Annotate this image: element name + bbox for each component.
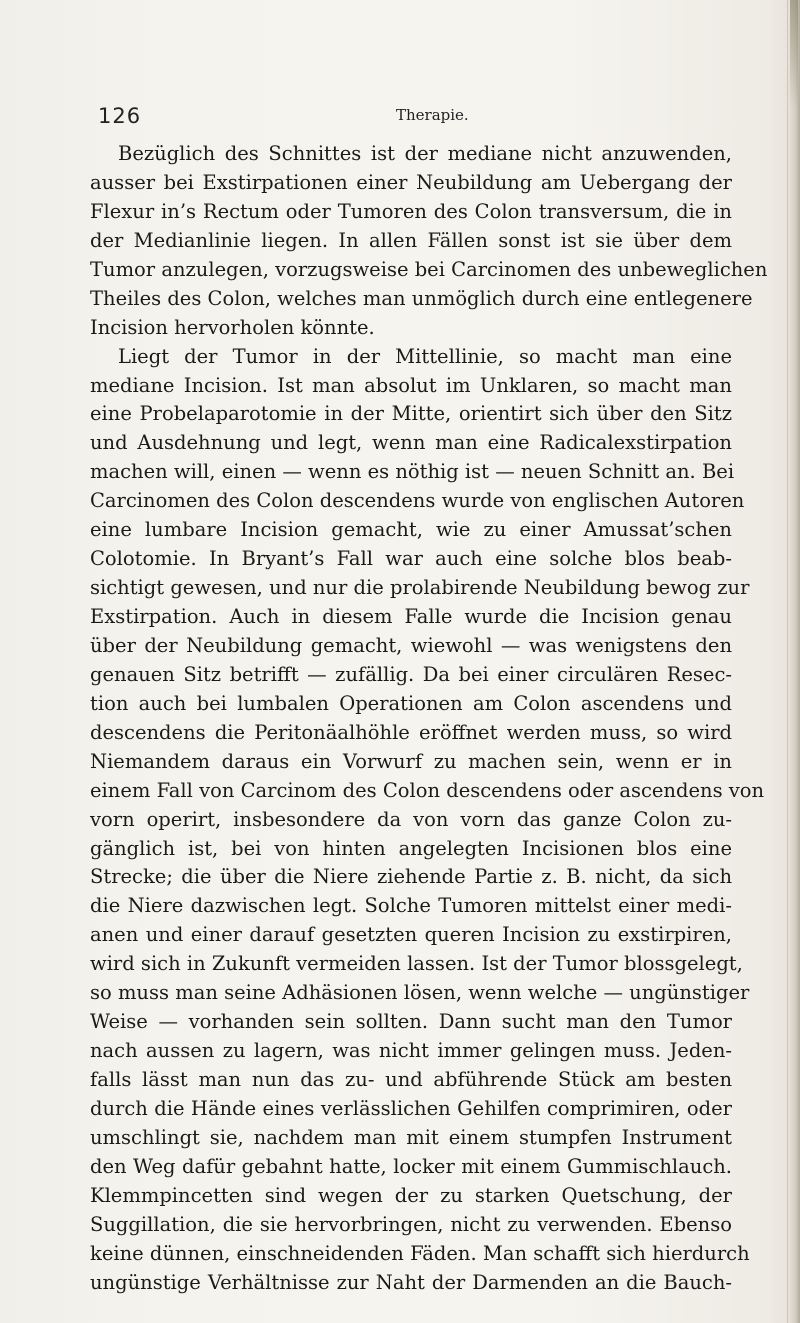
text-line: machen will, einen — wenn es nöthig ist — neuen Schnitt an. Bei [90, 460, 735, 484]
text-line: falls lässt man nun das zu- und abführende Stück am besten [90, 1068, 732, 1091]
text-line: anen und einer darauf gesetzten queren Incision zu exstirpiren, [90, 923, 732, 947]
text-line: Flexur in’s Rectum oder Tumoren des Colon transversum, die in [90, 199, 732, 223]
page-number: 126 [98, 104, 142, 128]
text-line: mediane Incision. Ist man absolut im Unklaren, so macht man [90, 373, 732, 397]
text-line: sichtigt gewesen, und nur die prolabirende Neubildung bewog zur [90, 576, 750, 600]
text-line: tion auch bei lumbalen Operationen am Colon ascendens und [90, 691, 732, 715]
text-line: eine lumbare Incision gemacht, wie zu einer Amussat’schen [90, 518, 732, 542]
text-line: und Ausdehnung und legt, wenn man eine Radicalexstirpation [90, 431, 732, 455]
running-head: Therapie. [396, 106, 469, 124]
text-line: der Medianlinie liegen. In allen Fällen sonst ist sie über dem [90, 228, 732, 252]
text-line: Tumor anzulegen, vorzugsweise bei Carcinomen des unbeweglichen [90, 257, 768, 281]
text-line: Theiles des Colon, welches man unmöglich durch eine entlegenere [90, 286, 753, 310]
text-line: ungünstige Verhältnisse zur Naht der Darmenden an die Bauch- [90, 1270, 732, 1294]
text-line: wird sich in Zukunft vermeiden lassen. Ist der Tumor blossgelegt, [90, 952, 743, 976]
text-line: Weise — vorhanden sein sollten. Dann sucht man den Tumor [90, 1010, 732, 1034]
page-edge-shadow [788, 0, 800, 1323]
text-line: so muss man seine Adhäsionen lösen, wenn welche — ungünstiger [90, 981, 750, 1005]
text-line: umschlingt sie, nachdem man mit einem stumpfen Instrument [90, 1125, 732, 1149]
text-line: gänglich ist, bei von hinten angelegten Incisionen blos eine [90, 836, 732, 860]
text-line: über der Neubildung gemacht, wiewohl — was wenigstens den [90, 633, 732, 657]
text-line: Liegt der Tumor in der Mittellinie, so macht man eine [118, 344, 732, 368]
text-line: die Niere dazwischen legt. Solche Tumoren mittelst einer medi- [90, 894, 732, 918]
text-line: keine dünnen, einschneidenden Fäden. Man schafft sich hierdurch [90, 1241, 750, 1265]
text-line: Exstirpation. Auch in diesem Falle wurde die Incision genau [90, 605, 732, 628]
text-line: Carcinomen des Colon descendens wurde von englischen Autoren [90, 489, 745, 513]
text-line: einem Fall von Carcinom des Colon descendens oder ascendens von [90, 778, 765, 802]
text-line: Incision hervorholen könnte. [90, 315, 375, 339]
text-line: Bezüglich des Schnittes ist der mediane nicht anzuwenden, [118, 142, 732, 165]
text-line: Niemandem daraus ein Vorwurf zu machen sein, wenn er in [90, 749, 732, 773]
page-edge-stain [790, 0, 798, 110]
text-line: vorn operirt, insbesondere da von vorn das ganze Colon zu- [90, 807, 732, 831]
text-line: Suggillation, die sie hervorbringen, nicht zu verwenden. Ebenso [90, 1212, 732, 1236]
text-line: Colotomie. In Bryant’s Fall war auch eine solche blos beab- [90, 547, 732, 571]
text-line: den Weg dafür gebahnt hatte, locker mit einem Gummischlauch. [90, 1154, 732, 1178]
text-line: genauen Sitz betrifft — zufällig. Da bei einer circulären Resec- [90, 662, 732, 686]
text-line: ausser bei Exstirpationen einer Neubildung am Uebergang der [90, 170, 732, 194]
text-line: descendens die Peritonäalhöhle eröffnet werden muss, so wird [90, 720, 732, 744]
text-line: eine Probelaparotomie in der Mitte, orientirt sich über den Sitz [90, 402, 732, 426]
body-text [90, 140, 768, 1298]
text-line: nach aussen zu lagern, was nicht immer gelingen muss. Jeden- [90, 1039, 732, 1063]
text-line: durch die Hände eines verlässlichen Gehilfen comprimiren, oder [90, 1096, 732, 1120]
text-line: Strecke; die über die Niere ziehende Partie z. B. nicht, da sich [90, 865, 732, 889]
text-line: Klemmpincetten sind wegen der zu starken Quetschung, der [90, 1183, 732, 1207]
